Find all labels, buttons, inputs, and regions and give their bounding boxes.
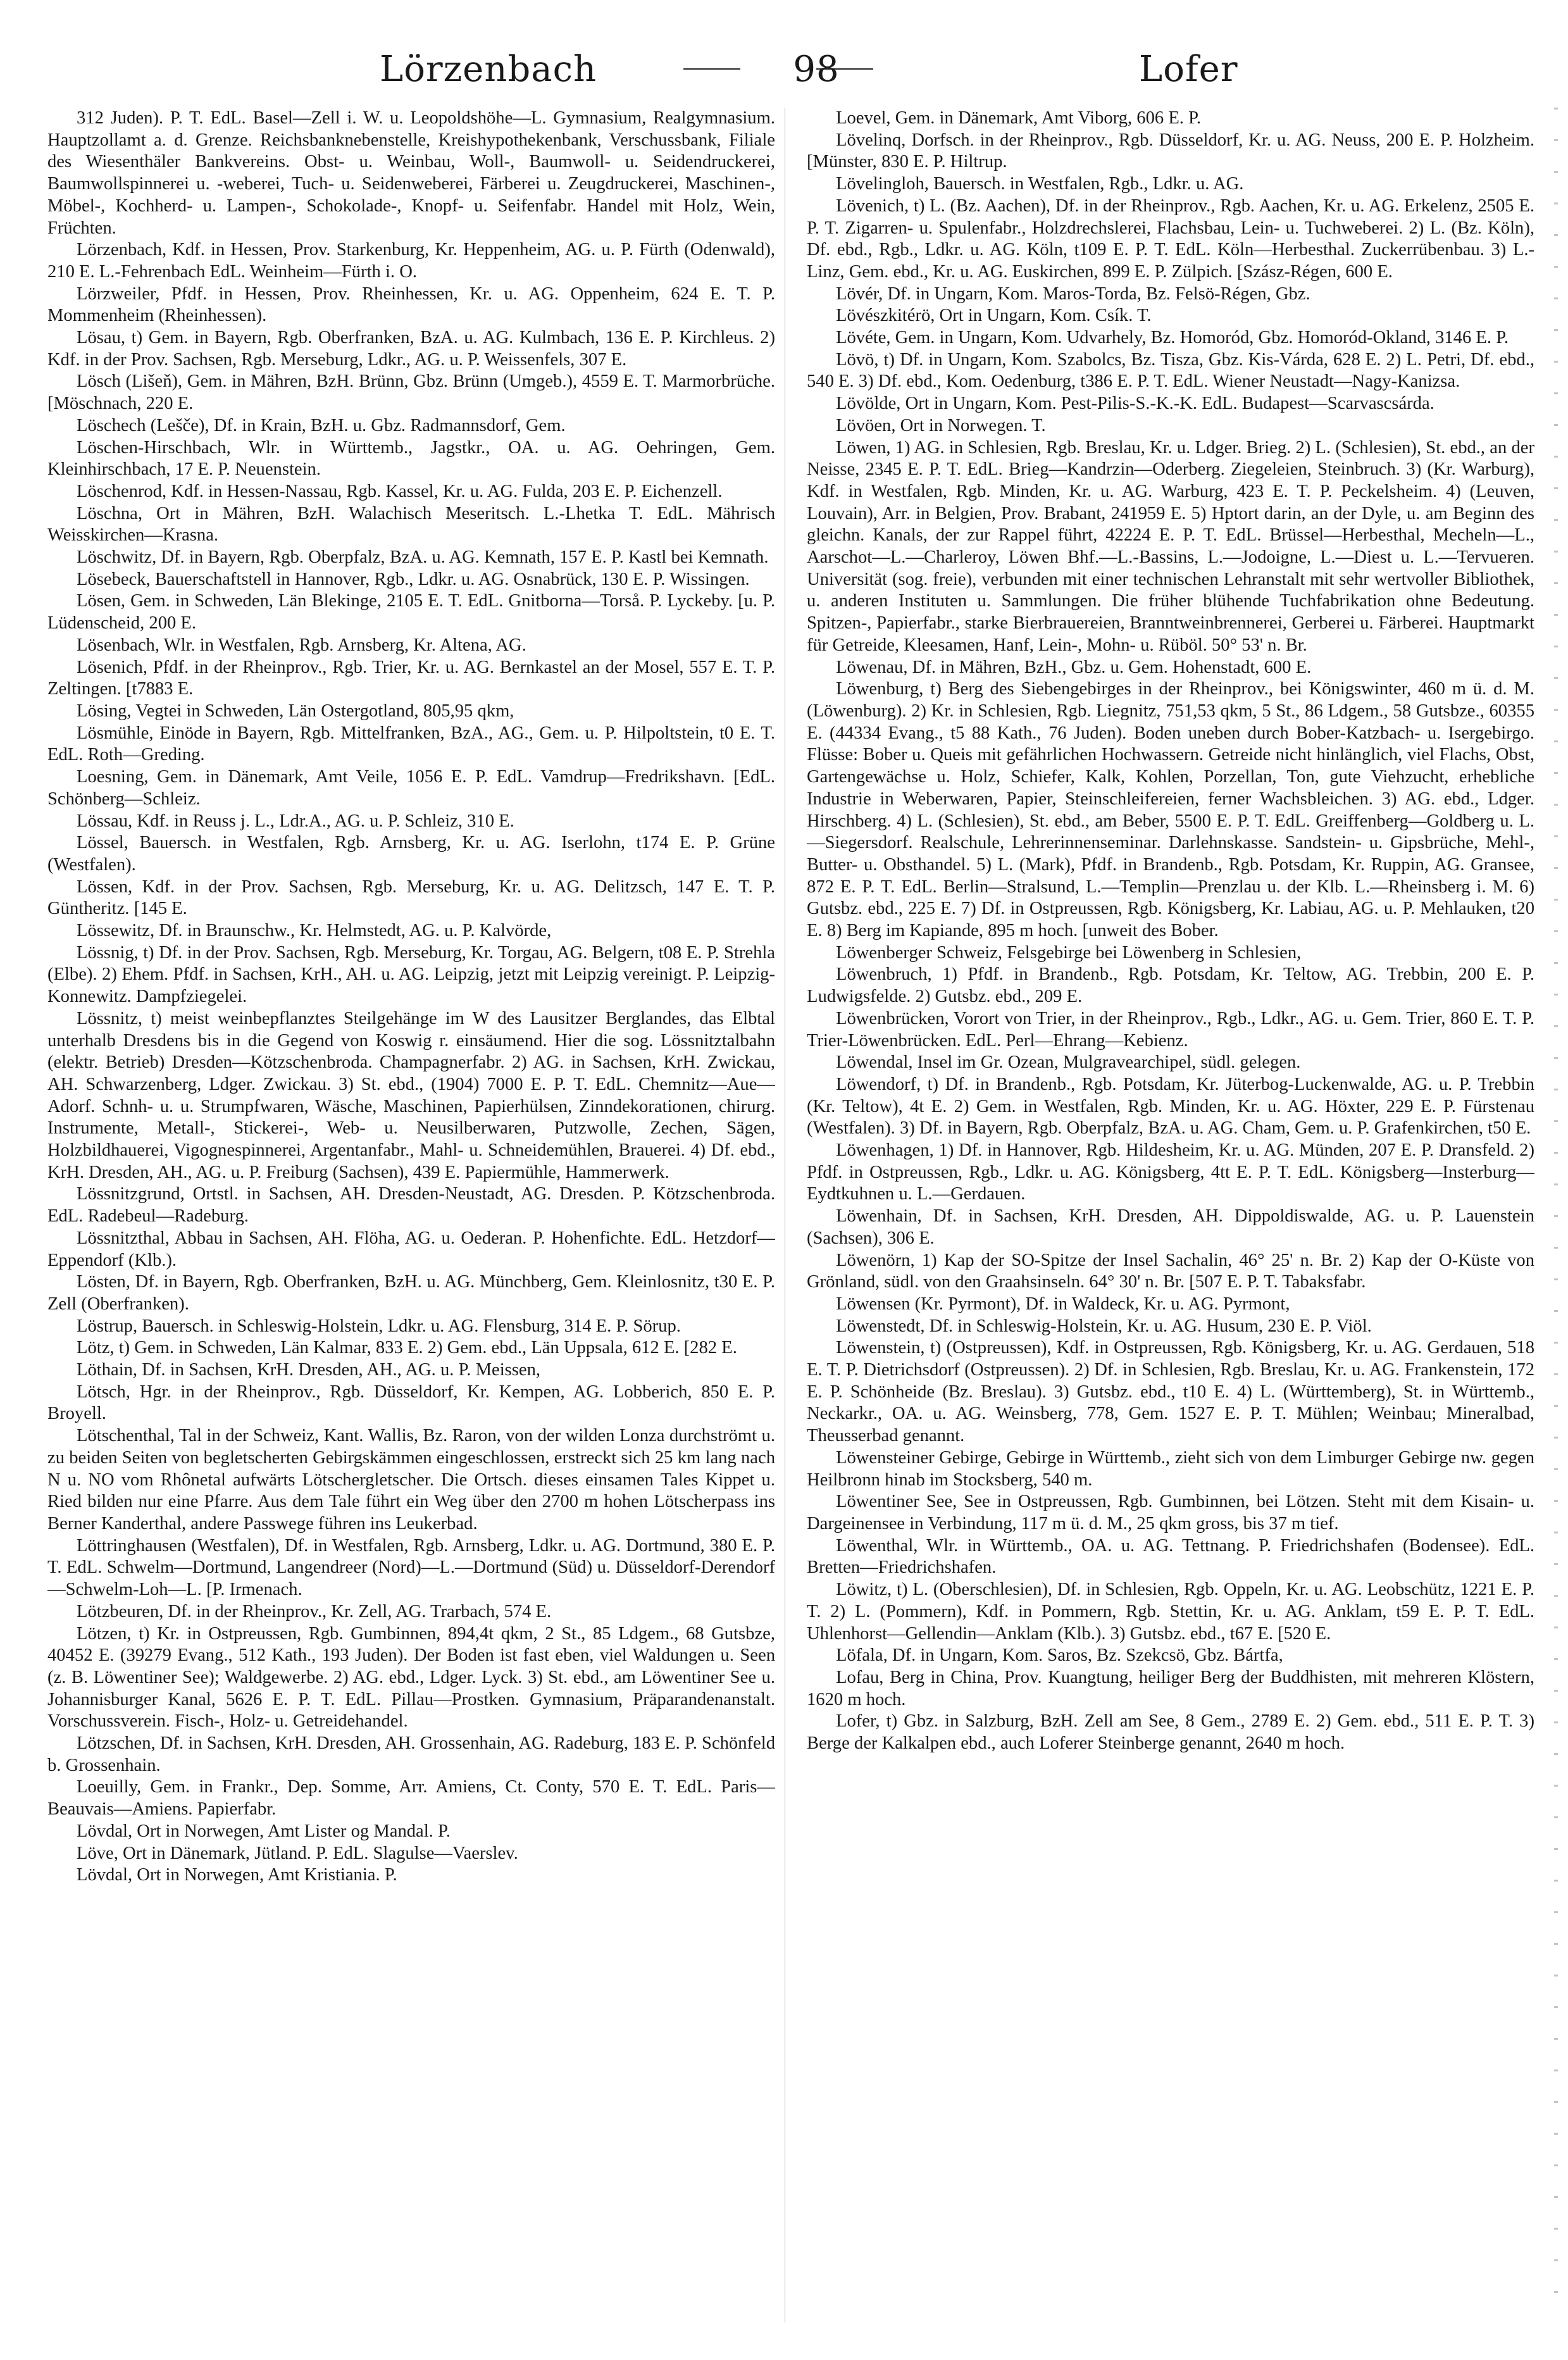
- entry: Lötz, t) Gem. in Schweden, Län Kalmar, 833 E. 2) Gem. ebd., Län Uppsala, 612 E. [282 E.: [77, 1338, 737, 1358]
- entry: Lofau, Berg in China, Prov. Kuangtung, heiliger Berg der Buddhisten, mit mehreren Klöstern, 1620 m hoch.: [807, 1667, 1534, 1709]
- entry: Lörzenbach, Kdf. in Hessen, Prov. Starkenburg, Kr. Heppenheim, AG. u. P. Fürth (Odenwald), 210 E. L.-Fehrenbach EdL. Weinheim—Fürth i. O.: [47, 240, 775, 282]
- entry: Löwentiner See, See in Ostpreussen, Rgb. Gumbinnen, bei Lötzen. Steht mit dem Kisain- u. Dargeinensee in Verbindung, 117 m ü. d. M., 25 qkm gross, bis 37 m tief.: [807, 1492, 1534, 1533]
- entry: Lösebeck, Bauerschaftstell in Hannover, Rgb., Ldkr. u. AG. Osnabrück, 130 E. P. Wissingen.: [77, 569, 750, 589]
- entry: Lössen, Kdf. in der Prov. Sachsen, Rgb. Merseburg, Kr. u. AG. Delitzsch, 147 E. T. P. Güntheritz. [145 E.: [47, 877, 775, 919]
- entry: 312 Juden). P. T. EdL. Basel—Zell i. W. u. Leopoldshöhe—L. Gymnasium, Realgymnasium. Hauptzollamt a. d. Grenze. Reichsbanknebenstelle, Kreishypothekenbank, Verschussbank, Filiale des Wiesenthäler Bankvereins. Obst- u. Weinbau, Woll-, Baumwoll- u. Seidendruckerei, Baumwollspinnerei u. -weberei, Tuch- u. Seidenweberei, Färberei u. Zeugdruckerei, Maschinen-, Möbel-, Kochherd- u. Lampen-, Schokolade-, Knopf- u. Seifenfabr. Handel mit Holz, Wein, Früchten.: [47, 108, 775, 238]
- entry: Löschna, Ort in Mähren, BzH. Walachisch Meseritsch. L.-Lhetka T. EdL. Mährisch Weisskirchen—Krasna.: [47, 503, 775, 546]
- entry: Lösenbach, Wlr. in Westfalen, Rgb. Arnsberg, Kr. Altena, AG.: [77, 635, 526, 655]
- entry: Loeuilly, Gem. in Frankr., Dep. Somme, Arr. Amiens, Ct. Conty, 570 E. T. EdL. Paris—Beauvais—Amiens. Papierfabr.: [47, 1777, 775, 1820]
- entry: Löschech (Lešče), Df. in Krain, BzH. u. Gbz. Radmannsdorf, Gem.: [77, 415, 566, 435]
- left-column: [47, 108, 775, 2323]
- entry: Lövölde, Ort in Ungarn, Kom. Pest-Pilis-S.-K.-K. EdL. Budapest—Scarvascsárda.: [836, 394, 1434, 414]
- entry: Lössau, Kdf. in Reuss j. L., Ldr.A., AG. u. P. Schleiz, 310 E.: [77, 811, 514, 831]
- entry: Lössnitzthal, Abbau in Sachsen, AH. Flöha, AG. u. Oederan. P. Hohenfichte. EdL. Hetzdorf—Eppendorf (Klb.).: [47, 1228, 775, 1270]
- entry: Löwen, 1) AG. in Schlesien, Rgb. Breslau, Kr. u. Ldger. Brieg. 2) L. (Schlesien), St. ebd., an der Neisse, 2345 E. P. T. EdL. Brieg—Kandrzin—Oderberg. Ziegeleien, Steinbruch. 3) (Kr. Warburg), Kdf. in Westfalen, Rgb. Minden, Kr. u. AG. Warburg, 423 E. T. P. Peckelsheim. 4) (Leuven, Louvain), Arr. in Belgien, Prov. Brabant, 241959 E. 5) Hptort darin, an der Dyle, u. am Beginn des gleichn. Kanals, der zur Rappel führt, 42224 E. P. T. EdL. Brüssel—Herbesthal, Mecheln—L., Aarschot—L.—Charleroy, Löwen Bhf.—L.-Bassins, L.—Jodoigne, L.—Diest u. L.—Tervueren. Universität (sog. freie), verbunden mit einer technischen Lehranstalt mit sehr wertvoller Bibliothek, u. anderen Instituten u. Sammlungen. Die früher blühende Tuchfabrikation ohne Bedeutung. Spitzen-, Papierfabr., starke Bierbrauereien, Branntweinbrennerei, Gerberei u. Färberei. Hauptmarkt für Getreide, Kleesamen, Hanf, Lein-, Mohn- u. Rüböl. 50° 53' n. Br.: [807, 437, 1534, 655]
- entry: Lössnig, t) Df. in der Prov. Sachsen, Rgb. Merseburg, Kr. Torgau, AG. Belgern, t08 E. P. Strehla (Elbe). 2) Ehem. Pfdf. in Sachsen, KrH., AH. u. AG. Leipzig, jetzt mit Leipzig vereinigt. P. Leipzig-Konnewitz. Dampfziegelei.: [47, 942, 775, 1007]
- entry: Lösen, Gem. in Schweden, Län Blekinge, 2105 E. T. EdL. Gnitborna—Torså. P. Lyckeby. [u. P. Lüdenscheid, 200 E.: [47, 591, 775, 634]
- entry: Löve, Ort in Dänemark, Jütland. P. EdL. Slagulse—Vaerslev.: [77, 1843, 518, 1863]
- entry: Lösenich, Pfdf. in der Rheinprov., Rgb. Trier, Kr. u. AG. Bernkastel an der Mosel, 557 E. T. P. Zeltingen. [t7883 E.: [47, 657, 775, 699]
- entry: Loesning, Gem. in Dänemark, Amt Veile, 1056 E. P. EdL. Vamdrup—Fredrikshavn. [EdL. Schönberg—Schleiz.: [47, 767, 775, 809]
- entry: Löwitz, t) L. (Oberschlesien), Df. in Schlesien, Rgb. Oppeln, Kr. u. AG. Leobschütz, 1221 E. P. T. 2) L. (Pommern), Kdf. in Pommern, Rgb. Stettin, Kr. u. AG. Anklam, t59 E. P. T. EdL. Uhlenhorst—Gellendin—Anklam (Klb.). 3) Gutsbz. ebd., t67 E. [520 E.: [807, 1580, 1534, 1644]
- entry: Löwenhagen, 1) Df. in Hannover, Rgb. Hildesheim, Kr. u. AG. Münden, 207 E. P. Dransfeld. 2) Pfdf. in Ostpreussen, Rgb., Ldkr. u. AG. Königsberg, 4tt E. P. T. EdL. Königsberg—Insterburg—Eydtkuhnen u. L.—Gerdauen.: [807, 1140, 1534, 1204]
- entry: Lötzschen, Df. in Sachsen, KrH. Dresden, AH. Grossenhain, AG. Radeburg, 183 E. P. Schönfeld b. Grossenhain.: [47, 1733, 775, 1775]
- entry: Lövdal, Ort in Norwegen, Amt Lister og Mandal. P.: [77, 1821, 451, 1841]
- entry: Lövészkitérö, Ort in Ungarn, Kom. Csík. T.: [836, 306, 1152, 326]
- entry: Löwenbruch, 1) Pfdf. in Brandenb., Rgb. Potsdam, Kr. Teltow, AG. Trebbin, 200 E. P. Ludwigsfelde. 2) Gutsbz. ebd., 209 E.: [807, 965, 1534, 1007]
- entry: Löwensteiner Gebirge, Gebirge in Württemb., zieht sich von dem Limburger Gebirge nw. gegen Heilbronn hinab im Stocksberg, 540 m.: [807, 1447, 1534, 1490]
- entry: Lövelingloh, Bauersch. in Westfalen, Rgb., Ldkr. u. AG.: [836, 174, 1244, 194]
- header-first-entry: Lörzenbach: [380, 49, 597, 90]
- entry: Löwendorf, t) Df. in Brandenb., Rgb. Potsdam, Kr. Jüterbog-Luckenwalde, AG. u. P. Trebbin (Kr. Teltow), 4t E. 2) Gem. in Westfalen, Rgb. Minden, Kr. u. AG. Höxter, 229 E. P. Fürstenau (Westfalen). 3) Df. in Bayern, Rgb. Oberpfalz, BzA. u. AG. Cham, Gem. u. P. Grafenkirchen, t50 E.: [807, 1074, 1534, 1139]
- entry: Löschen-Hirschbach, Wlr. in Württemb., Jagstkr., OA. u. AG. Oehringen, Gem. Kleinhirschbach, 17 E. P. Neuenstein.: [47, 437, 775, 480]
- entry: Löwenberger Schweiz, Felsgebirge bei Löwenberg in Schlesien,: [836, 942, 1302, 963]
- entry: Lötschenthal, Tal in der Schweiz, Kant. Wallis, Bz. Raron, von der wilden Lonza durchströmt u. zu beiden Seiten von begletscherten Gebirgskämmen eingeschlossen, erstreckt sich 25 km lang nach N u. NO vom Rhônetal aufwärts Lötschergletscher. Die Ortsch. dieses einsamen Tales Kippet u. Ried bilden nur eine Pfarre. Aus dem Tale führt ein Weg über den 2700 m hohen Lötscherpass ins Berner Kanderthal, andere Passwege führen ins Leukerbad.: [47, 1426, 775, 1533]
- entry: Lövéte, Gem. in Ungarn, Kom. Udvarhely, Bz. Homoród, Gbz. Homoród-Okland, 3146 E. P.: [836, 328, 1509, 348]
- entry: Lötzbeuren, Df. in der Rheinprov., Kr. Zell, AG. Trarbach, 574 E.: [77, 1601, 552, 1621]
- entry: Lössel, Bauersch. in Westfalen, Rgb. Arnsberg, Kr. u. AG. Iserlohn, t174 E. P. Grüne (Westfalen).: [47, 833, 775, 875]
- entry: Löwendal, Insel im Gr. Ozean, Mulgravearchipel, südl. gelegen.: [836, 1052, 1301, 1073]
- entry: Lösmühle, Einöde in Bayern, Rgb. Mittelfranken, BzA., AG., Gem. u. P. Hilpoltstein, t0 E. T. EdL. Roth—Greding.: [47, 723, 775, 765]
- entry: Lövö, t) Df. in Ungarn, Kom. Szabolcs, Bz. Tisza, Gbz. Kis-Várda, 628 E. 2) L. Petri, Df. ebd., 540 E. 3) Df. ebd., Kom. Oedenburg, t386 E. P. T. EdL. Wiener Neustadt—Nagy-Kanizsa.: [807, 349, 1534, 392]
- header-rule-right: [816, 68, 873, 70]
- entry: Lofer, t) Gbz. in Salzburg, BzH. Zell am See, 8 Gem., 2789 E. 2) Gem. ebd., 511 E. P. T. 3) Berge der Kalkalpen ebd., auch Loferer Steinberge genannt, 2640 m hoch.: [807, 1711, 1534, 1754]
- entry: Löwenburg, t) Berg des Siebengebirges in der Rheinprov., bei Königswinter, 460 m ü. d. M. (Löwenburg). 2) Kr. in Schlesien, Rgb. Liegnitz, 751,53 qkm, 5 St., 86 Ldgem., 58 Gutsbze., 60355 E. (44334 Evang., t5 88 Kath., 76 Juden). Boden uneben durch Bober-Katzbach- u. Isergebirgo. Flüsse: Bober u. Queis mit gefährlichen Hochwassern. Getreide nicht hinlänglich, viel Flachs, Obst, Gartengewächse u. Holz, Schiefer, Kalk, Kohlen, Porzellan, Ton, gute Viehzucht, erhebliche Industrie in Weberwaren, Papier, Steinschleifereien, ferner Wachsbleichen. 3) AG. ebd., Ldger. Hirschberg. 4) L. (Schlesien), St. ebd., am Beber, 5500 E. P. T. EdL. Greiffenberg—Goldberg u. L.—Siegersdorf. Realschule, Lehrerinnenseminar. Darlehnskasse. Sandstein- u. Gipsbrüche, Mehl-, Butter- u. Obsthandel. 5) L. (Mark), Pfdf. in Brandenb., Rgb. Potsdam, Kr. Ruppin, AG. Gransee, 872 E. P. T. EdL. Berlin—Stralsund, L.—Templin—Prenzlau u. der Klb. L.—Rheinsberg i. M. 6) Gutsbz. ebd., 225 E. 7) Df. in Ostpreussen, Rgb. Königsberg, Kr. Labiau, AG. u. P. Mehlauken, t20 E. 8) Berg im Kapiande, 895 m hoch. [unweit des Bober.: [807, 679, 1534, 941]
- entry: Löwenstein, t) (Ostpreussen), Kdf. in Ostpreussen, Rgb. Königsberg, Kr. u. AG. Gerdauen, 518 E. T. P. Dietrichsdorf (Ostpreussen). 2) Df. in Schlesien, Rgb. Breslau, Kr. u. AG. Frankenstein, 172 E. P. Schönheide (Bz. Breslau). 3) Gutsbz. ebd., t10 E. 4) L. (Württemberg), St. in Württemb., Neckarkr., OA. u. AG. Weinsberg, 778, Gem. 1527 E. P. T. Mühlen; Weinbau; Mineralbad, Theusserbad genannt.: [807, 1338, 1534, 1446]
- entry: Löschwitz, Df. in Bayern, Rgb. Oberpfalz, BzA. u. AG. Kemnath, 157 E. P. Kastl bei Kemnath.: [77, 547, 769, 568]
- entry: Loevel, Gem. in Dänemark, Amt Viborg, 606 E. P.: [836, 108, 1201, 128]
- entry: Löschenrod, Kdf. in Hessen-Nassau, Rgb. Kassel, Kr. u. AG. Fulda, 203 E. P. Eichenzell.: [77, 481, 723, 501]
- entry: Löwensen (Kr. Pyrmont), Df. in Waldeck, Kr. u. AG. Pyrmont,: [836, 1294, 1290, 1314]
- right-column: [807, 108, 1534, 2323]
- entry: Lössnitzgrund, Ortstl. in Sachsen, AH. Dresden-Neustadt, AG. Dresden. P. Kötzschenbroda. EdL. Radebeul—Radeburg.: [47, 1184, 775, 1227]
- page-number: 98: [793, 49, 840, 90]
- entry: Löwenbrücken, Vorort von Trier, in der Rheinprov., Rgb., Ldkr., AG. u. Gem. Trier, 860 E. T. P. Trier-Löwenbrücken. EdL. Perl—Ehrang—Kebienz.: [807, 1008, 1534, 1051]
- entry: Löwenstedt, Df. in Schleswig-Holstein, Kr. u. AG. Husum, 230 E. P. Viöl.: [836, 1316, 1372, 1336]
- entry: Löwenau, Df. in Mähren, BzH., Gbz. u. Gem. Hohenstadt, 600 E.: [836, 657, 1312, 677]
- entry: Lörzweiler, Pfdf. in Hessen, Prov. Rheinhessen, Kr. u. AG. Oppenheim, 624 E. T. P. Mommenheim (Rheinhessen).: [47, 284, 775, 326]
- entry: Lövenich, t) L. (Bz. Aachen), Df. in der Rheinprov., Rgb. Aachen, Kr. u. AG. Erkelenz, 2505 E. P. T. Zigarren- u. Spulenfabr., Holzdrechslerei, Flachsbau, Lein- u. Tuchweberei. 2) L. (Bz. Köln), Df. ebd., Rgb., Ldkr. u. AG. Köln, t109 E. P. T. EdL. Köln—Herbesthal. Zuckerrübenbau. 3) L.-Linz, Gem. ebd., Kr. u. AG. Euskirchen, 899 E. P. Zülpich. [Szász-Régen, 600 E.: [807, 196, 1534, 282]
- entry: Löthain, Df. in Sachsen, KrH. Dresden, AH., AG. u. P. Meissen,: [77, 1360, 541, 1380]
- entry: Lösing, Vegtei in Schweden, Län Ostergotland, 805,95 qkm,: [77, 701, 514, 721]
- page-edge-marks: [1554, 108, 1558, 2323]
- entry: Löfala, Df. in Ungarn, Kom. Saros, Bz. Szekcsö, Gbz. Bártfa,: [836, 1645, 1283, 1666]
- entry: Lösten, Df. in Bayern, Rgb. Oberfranken, BzH. u. AG. Münchberg, Gem. Kleinlosnitz, t30 E. P. Zell (Oberfranken).: [47, 1272, 775, 1314]
- entry: Löwenörn, 1) Kap der SO-Spitze der Insel Sachalin, 46° 25' n. Br. 2) Kap der O-Küste von Grönland, südl. von den Graahsinseln. 64° 30' n. Br. [507 E. P. T. Tabaksfabr.: [807, 1250, 1534, 1292]
- entry: Lövelinq, Dorfsch. in der Rheinprov., Rgb. Düsseldorf, Kr. u. AG. Neuss, 200 E. P. Holzheim. [Münster, 830 E. P. Hiltrup.: [807, 130, 1534, 172]
- entry: Lösau, t) Gem. in Bayern, Rgb. Oberfranken, BzA. u. AG. Kulmbach, 136 E. P. Kirchleus. 2) Kdf. in der Prov. Sachsen, Rgb. Merseburg, Ldkr., AG. u. P. Weissenfels, 307 E.: [47, 328, 775, 370]
- entry: Löttringhausen (Westfalen), Df. in Westfalen, Rgb. Arnsberg, Ldkr. u. AG. Dortmund, 380 E. P. T. EdL. Schwelm—Dortmund, Langendreer (Nord)—L.—Dortmund (Süd) u. Düsseldorf-Derendorf—Schwelm-Loh—L. [P. Irmenach.: [47, 1535, 775, 1600]
- entry: Löstrup, Bauersch. in Schleswig-Holstein, Ldkr. u. AG. Flensburg, 314 E. P. Sörup.: [77, 1316, 681, 1336]
- header-rule-left: [683, 68, 740, 70]
- entry: Lötsch, Hgr. in der Rheinprov., Rgb. Düsseldorf, Kr. Kempen, AG. Lobberich, 850 E. P. Broyell.: [47, 1382, 775, 1424]
- entry: Lössnitz, t) meist weinbepflanztes Steilgehänge im W des Lausitzer Berglandes, das Elbtal unterhalb Dresdens bis in die Gegend von Koswig r. einsäumend. Hier die sog. Lössnitztalbahn (elektr. Betrieb) Dresden—Kötzschenbroda. Champagnerfabr. 2) AG. in Sachsen, KrH. Zwickau, AH. Schwarzenberg, Ldger. Zwickau. 3) St. ebd., (1904) 7000 E. P. T. EdL. Chemnitz—Aue—Adorf. Schnh- u. u. Strumpfwaren, Wäsche, Maschinen, Papierhülsen, Zinndekorationen, chirurg. Instrumente, Metall-, Stickerei-, Web- u. Neusilberwaren, Putzwolle, Zechen, Sägen, Holzbildhauerei, Vigognespinnerei, Argentanfabr., Mahl- u. Schneidemühlen, Brauerei. 4) Df. ebd., KrH. Dresden, AH., AG. u. P. Freiburg (Sachsen), 439 E. Papiermühle, Hammerwerk.: [47, 1008, 775, 1182]
- entry: Lötzen, t) Kr. in Ostpreussen, Rgb. Gumbinnen, 894,4t qkm, 2 St., 85 Ldgem., 68 Gutsbze, 40452 E. (39279 Evang., 512 Kath., 193 Juden). Der Boden ist fast eben, viel Waldungen u. Seen (z. B. Löwentiner See); Waldgewerbe. 2) AG. ebd., Ldger. Lyck. 3) St. ebd., am Löwentiner See u. Johannisburger Kanal, 5626 E. P. T. EdL. Pillau—Prostken. Gymnasium, Präparandenanstalt. Vorschussverein. Fisch-, Holz- u. Getreidehandel.: [47, 1623, 775, 1732]
- entry: Lövöen, Ort in Norwegen. T.: [836, 415, 1046, 435]
- entry: Lössewitz, Df. in Braunschw., Kr. Helmstedt, AG. u. P. Kalvörde,: [77, 921, 552, 941]
- entry: Löwenhain, Df. in Sachsen, KrH. Dresden, AH. Dippoldiswalde, AG. u. P. Lauenstein (Sachsen), 306 E.: [807, 1206, 1534, 1248]
- entry: Lövdal, Ort in Norwegen, Amt Kristiania. P.: [77, 1865, 397, 1885]
- entry: Löwenthal, Wlr. in Württemb., OA. u. AG. Tettnang. P. Friedrichshafen (Bodensee). EdL. Bretten—Friedrichshafen.: [807, 1535, 1534, 1578]
- entry: Lövér, Df. in Ungarn, Kom. Maros-Torda, Bz. Felsö-Régen, Gbz.: [836, 284, 1310, 304]
- header-last-entry: Lofer: [1139, 49, 1238, 90]
- entry: Lösch (Lišeň), Gem. in Mähren, BzH. Brünn, Gbz. Brünn (Umgeb.), 4559 E. T. Marmorbrüche. [Möschnach, 220 E.: [47, 371, 775, 414]
